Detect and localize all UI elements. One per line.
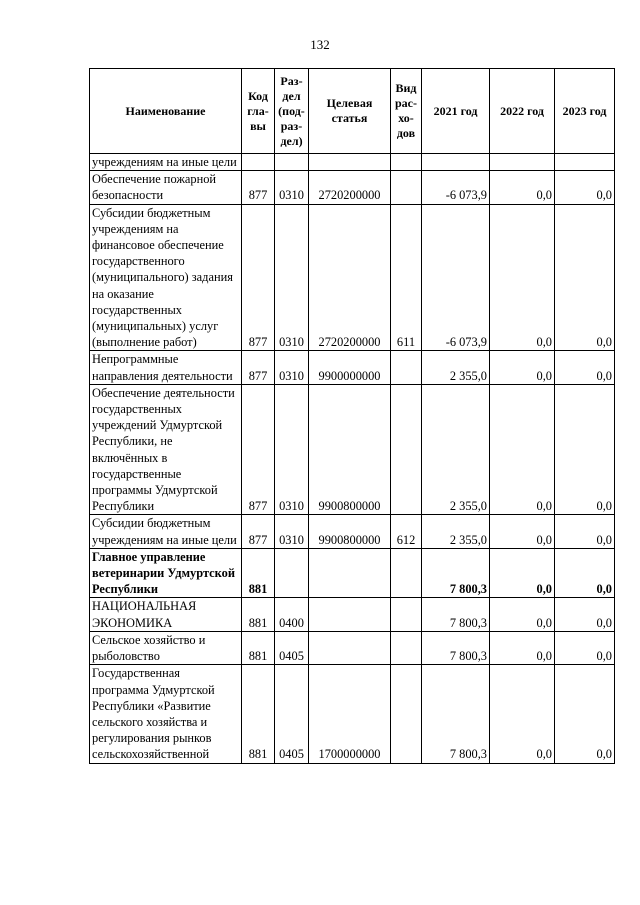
cell-target: 1700000000 <box>309 665 391 763</box>
table-row <box>90 154 615 171</box>
cell-name: учреждениям на иные цели <box>90 154 242 171</box>
cell-2023: 0,0 <box>555 665 615 763</box>
cell-2022: 0,0 <box>490 351 555 384</box>
cell-2022: 0,0 <box>490 171 555 204</box>
cell-2022: 0,0 <box>490 384 555 515</box>
cell-type: 612 <box>391 515 422 548</box>
cell-name: НАЦИОНАЛЬНАЯ ЭКОНОМИКА <box>90 598 242 631</box>
cell-2022: 0,0 <box>490 631 555 664</box>
cell-name: Обеспечение деятельности государственных учреждений Удмуртской Республики, не включённых в государственные программы Удмуртской Республики <box>90 384 242 515</box>
cell-code: 877 <box>242 384 275 515</box>
cell-2023: 0,0 <box>555 351 615 384</box>
table-row <box>90 548 615 598</box>
header-2023: 2023 год <box>555 69 615 154</box>
cell-2021: 2 355,0 <box>422 351 490 384</box>
header-target: Целевая статья <box>309 69 391 154</box>
cell-2021: 7 800,3 <box>422 548 490 598</box>
cell-type <box>391 665 422 763</box>
cell-type <box>391 171 422 204</box>
header-name: Наименование <box>90 69 242 154</box>
cell-section: 0310 <box>275 384 309 515</box>
cell-2023: 0,0 <box>555 598 615 631</box>
cell-type <box>391 384 422 515</box>
cell-type <box>391 154 422 171</box>
table-row <box>90 665 615 763</box>
cell-name: Субсидии бюджетным учреждениям на иные цели <box>90 515 242 548</box>
header-code: Код гла- вы <box>242 69 275 154</box>
cell-type <box>391 631 422 664</box>
cell-code: 877 <box>242 351 275 384</box>
cell-2023: 0,0 <box>555 204 615 351</box>
cell-section: 0400 <box>275 598 309 631</box>
cell-name: Главное управление ветеринарии Удмуртской Республики <box>90 548 242 598</box>
table-row <box>90 598 615 631</box>
budget-table <box>89 68 615 764</box>
header-type: Вид рас- хо- дов <box>391 69 422 154</box>
header-2021: 2021 год <box>422 69 490 154</box>
cell-2023: 0,0 <box>555 171 615 204</box>
cell-section: 0310 <box>275 351 309 384</box>
cell-2022: 0,0 <box>490 598 555 631</box>
cell-section <box>275 548 309 598</box>
cell-section: 0310 <box>275 515 309 548</box>
cell-2022: 0,0 <box>490 665 555 763</box>
cell-name: Обеспечение пожарной безопасности <box>90 171 242 204</box>
table-row <box>90 631 615 664</box>
cell-type: 611 <box>391 204 422 351</box>
table-row <box>90 171 615 204</box>
cell-2021: -6 073,9 <box>422 204 490 351</box>
header-row <box>90 69 615 154</box>
cell-section: 0405 <box>275 665 309 763</box>
cell-target: 9900800000 <box>309 384 391 515</box>
cell-2022: 0,0 <box>490 204 555 351</box>
table-row <box>90 204 615 351</box>
cell-target: 9900000000 <box>309 351 391 384</box>
cell-2021: 7 800,3 <box>422 598 490 631</box>
cell-code: 881 <box>242 631 275 664</box>
cell-code: 877 <box>242 171 275 204</box>
cell-type <box>391 548 422 598</box>
cell-target: 2720200000 <box>309 204 391 351</box>
cell-section: 0310 <box>275 204 309 351</box>
cell-code: 881 <box>242 548 275 598</box>
cell-target <box>309 598 391 631</box>
page-number: 132 <box>310 37 330 52</box>
cell-code <box>242 154 275 171</box>
cell-code: 881 <box>242 665 275 763</box>
cell-target: 9900800000 <box>309 515 391 548</box>
cell-2023 <box>555 154 615 171</box>
cell-target <box>309 631 391 664</box>
cell-2023: 0,0 <box>555 384 615 515</box>
table-row <box>90 384 615 515</box>
cell-2021: 2 355,0 <box>422 515 490 548</box>
cell-2021: 7 800,3 <box>422 631 490 664</box>
cell-2023: 0,0 <box>555 515 615 548</box>
cell-type <box>391 598 422 631</box>
cell-name: Сельское хозяйство и рыболовство <box>90 631 242 664</box>
cell-code: 877 <box>242 204 275 351</box>
cell-2021: -6 073,9 <box>422 171 490 204</box>
cell-2023: 0,0 <box>555 631 615 664</box>
cell-2021: 2 355,0 <box>422 384 490 515</box>
cell-type <box>391 351 422 384</box>
cell-2021 <box>422 154 490 171</box>
table-row <box>90 515 615 548</box>
cell-2021: 7 800,3 <box>422 665 490 763</box>
cell-code: 877 <box>242 515 275 548</box>
cell-section: 0405 <box>275 631 309 664</box>
cell-name: Государственная программа Удмуртской Республики «Развитие сельского хозяйства и регулирования рынков сельскохозяйственной <box>90 665 242 763</box>
cell-target: 2720200000 <box>309 171 391 204</box>
cell-2023: 0,0 <box>555 548 615 598</box>
cell-2022: 0,0 <box>490 515 555 548</box>
cell-target <box>309 154 391 171</box>
cell-section <box>275 154 309 171</box>
cell-code: 881 <box>242 598 275 631</box>
cell-2022 <box>490 154 555 171</box>
table-row <box>90 351 615 384</box>
cell-name: Субсидии бюджетным учреждениям на финансовое обеспечение государственного (муниципального) задания на оказание государственных (муниципальных) услуг (выполнение работ) <box>90 204 242 351</box>
header-section: Раз- дел (под- раз- дел) <box>275 69 309 154</box>
cell-section: 0310 <box>275 171 309 204</box>
header-2022: 2022 год <box>490 69 555 154</box>
cell-target <box>309 548 391 598</box>
cell-name: Непрограммные направления деятельности <box>90 351 242 384</box>
cell-2022: 0,0 <box>490 548 555 598</box>
